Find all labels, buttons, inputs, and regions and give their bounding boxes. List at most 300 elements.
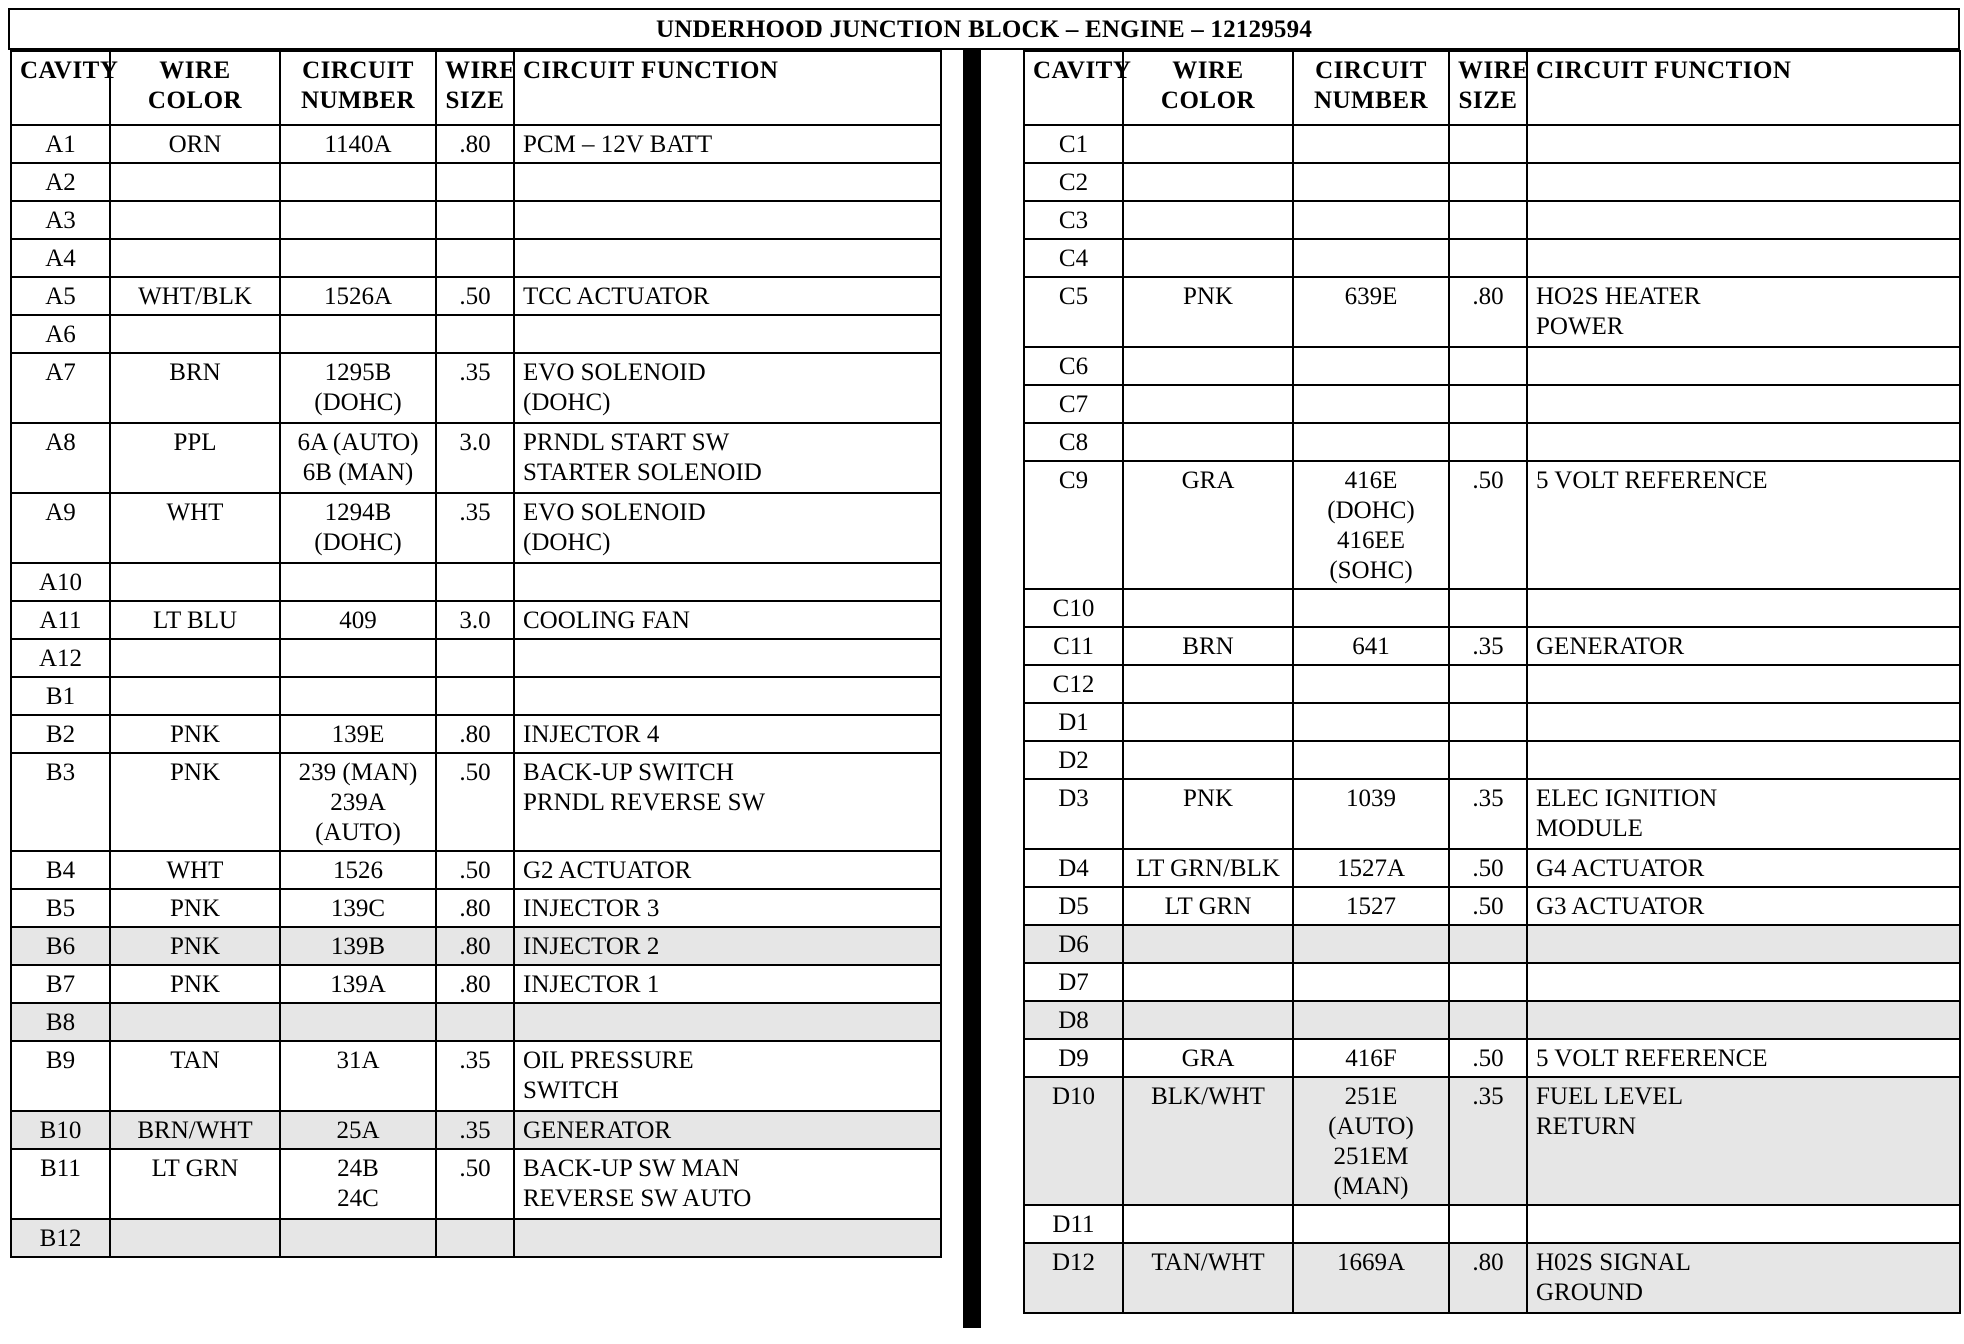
wire-color-cell: TAN bbox=[110, 1041, 280, 1111]
circuit-number-cell bbox=[1293, 239, 1449, 277]
circuit-function-cell bbox=[514, 163, 941, 201]
wire-size-cell bbox=[1449, 201, 1527, 239]
table-header-row bbox=[1024, 51, 1960, 125]
table-body-left bbox=[11, 125, 941, 1257]
circuit-function-cell: PCM – 12V BATT bbox=[514, 125, 941, 163]
wire-size-cell: .50 bbox=[1449, 887, 1527, 925]
circuit-function-cell: GENERATOR bbox=[1527, 627, 1960, 665]
table-row bbox=[11, 563, 941, 601]
wire-color-cell bbox=[110, 563, 280, 601]
circuit-number-cell bbox=[1293, 963, 1449, 1001]
wire-size-cell bbox=[1449, 347, 1527, 385]
wire-color-cell bbox=[1123, 665, 1293, 703]
circuit-function-cell bbox=[1527, 347, 1960, 385]
circuit-function-cell: EVO SOLENOID (DOHC) bbox=[514, 353, 941, 423]
table-row bbox=[11, 1111, 941, 1149]
wire-color-cell: LT GRN/BLK bbox=[1123, 849, 1293, 887]
circuit-function-cell: HO2S HEATER POWER bbox=[1527, 277, 1960, 347]
table-row bbox=[1024, 1001, 1960, 1039]
cavity-cell: D7 bbox=[1024, 963, 1123, 1001]
wire-color-cell bbox=[1123, 1001, 1293, 1039]
wire-color-cell: WHT/BLK bbox=[110, 277, 280, 315]
wire-color-cell bbox=[1123, 163, 1293, 201]
circuit-function-cell: ELEC IGNITION MODULE bbox=[1527, 779, 1960, 849]
circuit-number-cell: 416E (DOHC) 416EE (SOHC) bbox=[1293, 461, 1449, 589]
circuit-function-cell bbox=[514, 639, 941, 677]
wire-color-cell bbox=[1123, 925, 1293, 963]
wire-size-cell bbox=[1449, 1001, 1527, 1039]
cavity-cell: C10 bbox=[1024, 589, 1123, 627]
circuit-number-cell bbox=[1293, 925, 1449, 963]
table-row bbox=[11, 353, 941, 423]
wire-color-cell bbox=[1123, 589, 1293, 627]
cavity-cell: B3 bbox=[11, 753, 110, 851]
wire-size-cell: .80 bbox=[436, 715, 514, 753]
circuit-function-cell: INJECTOR 2 bbox=[514, 927, 941, 965]
circuit-number-cell bbox=[1293, 201, 1449, 239]
table-row bbox=[1024, 423, 1960, 461]
circuit-function-cell: FUEL LEVEL RETURN bbox=[1527, 1077, 1960, 1205]
table-row bbox=[1024, 1205, 1960, 1243]
wire-color-cell: PPL bbox=[110, 423, 280, 493]
wire-size-cell: .35 bbox=[1449, 1077, 1527, 1205]
header-wire-color: WIRE COLOR bbox=[1123, 51, 1293, 125]
circuit-function-cell bbox=[1527, 589, 1960, 627]
table-row bbox=[1024, 779, 1960, 849]
circuit-function-cell bbox=[1527, 125, 1960, 163]
circuit-function-cell: GENERATOR bbox=[514, 1111, 941, 1149]
circuit-number-cell: 251E (AUTO) 251EM (MAN) bbox=[1293, 1077, 1449, 1205]
wire-color-cell: PNK bbox=[1123, 779, 1293, 849]
table-body-right bbox=[1024, 125, 1960, 1313]
circuit-number-cell: 1039 bbox=[1293, 779, 1449, 849]
wire-size-cell: .50 bbox=[436, 753, 514, 851]
wire-color-cell bbox=[1123, 385, 1293, 423]
wire-size-cell bbox=[436, 639, 514, 677]
table-row bbox=[1024, 589, 1960, 627]
circuit-function-cell bbox=[1527, 385, 1960, 423]
wire-color-cell bbox=[1123, 741, 1293, 779]
junction-table-left bbox=[10, 50, 942, 1258]
wire-size-cell: .80 bbox=[1449, 1243, 1527, 1313]
cavity-cell: C4 bbox=[1024, 239, 1123, 277]
wire-size-cell: .35 bbox=[436, 493, 514, 563]
title-bar bbox=[8, 8, 1960, 50]
table-row bbox=[1024, 665, 1960, 703]
cavity-cell: B4 bbox=[11, 851, 110, 889]
circuit-function-cell bbox=[1527, 963, 1960, 1001]
wire-color-cell bbox=[110, 1003, 280, 1041]
circuit-number-cell: 1140A bbox=[280, 125, 436, 163]
circuit-number-cell: 24B 24C bbox=[280, 1149, 436, 1219]
cavity-cell: A12 bbox=[11, 639, 110, 677]
circuit-function-cell bbox=[1527, 1205, 1960, 1243]
wire-color-cell bbox=[110, 163, 280, 201]
table-row bbox=[1024, 125, 1960, 163]
wire-size-cell: .50 bbox=[436, 851, 514, 889]
cavity-cell: C7 bbox=[1024, 385, 1123, 423]
circuit-number-cell: 1527 bbox=[1293, 887, 1449, 925]
table-row bbox=[11, 927, 941, 965]
circuit-number-cell bbox=[280, 639, 436, 677]
wire-color-cell bbox=[110, 639, 280, 677]
wire-size-cell bbox=[1449, 125, 1527, 163]
circuit-number-cell: 25A bbox=[280, 1111, 436, 1149]
circuit-number-cell: 416F bbox=[1293, 1039, 1449, 1077]
wire-color-cell bbox=[1123, 963, 1293, 1001]
wire-size-cell bbox=[1449, 703, 1527, 741]
table-row bbox=[1024, 1243, 1960, 1313]
header-wire-color: WIRE COLOR bbox=[110, 51, 280, 125]
circuit-function-cell: INJECTOR 1 bbox=[514, 965, 941, 1003]
table-row bbox=[1024, 385, 1960, 423]
wire-size-cell: .50 bbox=[436, 277, 514, 315]
circuit-number-cell: 139E bbox=[280, 715, 436, 753]
table-row bbox=[11, 1041, 941, 1111]
wire-size-cell bbox=[436, 1219, 514, 1257]
cavity-cell: C11 bbox=[1024, 627, 1123, 665]
wire-color-cell bbox=[110, 315, 280, 353]
wire-size-cell bbox=[1449, 239, 1527, 277]
circuit-number-cell: 139C bbox=[280, 889, 436, 927]
center-divider bbox=[963, 48, 981, 1328]
wire-color-cell bbox=[110, 201, 280, 239]
wire-color-cell: PNK bbox=[110, 753, 280, 851]
wire-size-cell: .50 bbox=[436, 1149, 514, 1219]
wire-color-cell: GRA bbox=[1123, 1039, 1293, 1077]
table-row bbox=[11, 677, 941, 715]
cavity-cell: D1 bbox=[1024, 703, 1123, 741]
table-row bbox=[11, 423, 941, 493]
table-row bbox=[11, 965, 941, 1003]
table-row bbox=[1024, 741, 1960, 779]
header-circuit-function: CIRCUIT FUNCTION bbox=[514, 51, 941, 125]
junction-table-right bbox=[1023, 50, 1961, 1314]
cavity-cell: B5 bbox=[11, 889, 110, 927]
circuit-function-cell: BACK-UP SWITCH PRNDL REVERSE SW bbox=[514, 753, 941, 851]
circuit-number-cell: 6A (AUTO) 6B (MAN) bbox=[280, 423, 436, 493]
header-circuit-function: CIRCUIT FUNCTION bbox=[1527, 51, 1960, 125]
circuit-function-cell: COOLING FAN bbox=[514, 601, 941, 639]
circuit-number-cell bbox=[280, 201, 436, 239]
wire-color-cell bbox=[110, 1219, 280, 1257]
cavity-cell: A8 bbox=[11, 423, 110, 493]
circuit-number-cell bbox=[1293, 163, 1449, 201]
wire-color-cell: LT GRN bbox=[110, 1149, 280, 1219]
table-row bbox=[11, 239, 941, 277]
circuit-function-cell bbox=[514, 1219, 941, 1257]
circuit-number-cell bbox=[1293, 423, 1449, 461]
header-circuit-number: CIRCUIT NUMBER bbox=[1293, 51, 1449, 125]
circuit-number-cell bbox=[280, 163, 436, 201]
wire-size-cell: 3.0 bbox=[436, 601, 514, 639]
circuit-number-cell bbox=[280, 563, 436, 601]
wire-size-cell: .35 bbox=[436, 1111, 514, 1149]
wire-color-cell bbox=[1123, 423, 1293, 461]
header-cavity: CAVITY bbox=[11, 51, 110, 125]
wire-size-cell: 3.0 bbox=[436, 423, 514, 493]
table-row bbox=[1024, 887, 1960, 925]
cavity-cell: B8 bbox=[11, 1003, 110, 1041]
cavity-cell: A9 bbox=[11, 493, 110, 563]
table-row bbox=[11, 639, 941, 677]
circuit-number-cell: 641 bbox=[1293, 627, 1449, 665]
wire-size-cell bbox=[436, 315, 514, 353]
circuit-number-cell: 31A bbox=[280, 1041, 436, 1111]
circuit-number-cell: 409 bbox=[280, 601, 436, 639]
table-row bbox=[1024, 849, 1960, 887]
circuit-number-cell bbox=[1293, 1205, 1449, 1243]
table-row bbox=[11, 1219, 941, 1257]
table-row bbox=[11, 753, 941, 851]
wire-size-cell: .50 bbox=[1449, 849, 1527, 887]
wire-size-cell bbox=[1449, 163, 1527, 201]
table-row bbox=[1024, 925, 1960, 963]
table-row bbox=[11, 163, 941, 201]
wire-size-cell bbox=[1449, 1205, 1527, 1243]
circuit-number-cell bbox=[1293, 125, 1449, 163]
circuit-function-cell bbox=[514, 201, 941, 239]
cavity-cell: B9 bbox=[11, 1041, 110, 1111]
wire-color-cell: PNK bbox=[110, 715, 280, 753]
circuit-function-cell bbox=[1527, 201, 1960, 239]
wire-size-cell bbox=[436, 201, 514, 239]
circuit-number-cell bbox=[1293, 1001, 1449, 1039]
wire-size-cell: .80 bbox=[1449, 277, 1527, 347]
table-row bbox=[1024, 347, 1960, 385]
cavity-cell: A2 bbox=[11, 163, 110, 201]
wire-color-cell: LT BLU bbox=[110, 601, 280, 639]
wire-color-cell bbox=[1123, 125, 1293, 163]
cavity-cell: C9 bbox=[1024, 461, 1123, 589]
circuit-number-cell bbox=[280, 239, 436, 277]
cavity-cell: D5 bbox=[1024, 887, 1123, 925]
table-row bbox=[1024, 239, 1960, 277]
circuit-function-cell bbox=[1527, 925, 1960, 963]
table-row bbox=[11, 201, 941, 239]
table-row bbox=[1024, 1077, 1960, 1205]
table-row bbox=[1024, 1039, 1960, 1077]
table-row bbox=[11, 493, 941, 563]
cavity-cell: B2 bbox=[11, 715, 110, 753]
circuit-number-cell: 1295B (DOHC) bbox=[280, 353, 436, 423]
table-row bbox=[11, 889, 941, 927]
cavity-cell: B1 bbox=[11, 677, 110, 715]
table-row bbox=[11, 851, 941, 889]
wire-size-cell bbox=[1449, 925, 1527, 963]
table-row bbox=[11, 715, 941, 753]
cavity-cell: A4 bbox=[11, 239, 110, 277]
wire-color-cell: PNK bbox=[110, 889, 280, 927]
wire-size-cell: .35 bbox=[1449, 779, 1527, 849]
cavity-cell: D4 bbox=[1024, 849, 1123, 887]
circuit-function-cell bbox=[514, 1003, 941, 1041]
circuit-function-cell bbox=[1527, 163, 1960, 201]
wire-size-cell bbox=[1449, 385, 1527, 423]
table-row bbox=[11, 601, 941, 639]
circuit-number-cell: 1294B (DOHC) bbox=[280, 493, 436, 563]
wire-color-cell: PNK bbox=[1123, 277, 1293, 347]
header-cavity: CAVITY bbox=[1024, 51, 1123, 125]
wire-color-cell bbox=[110, 677, 280, 715]
wire-size-cell bbox=[1449, 589, 1527, 627]
wire-size-cell bbox=[436, 677, 514, 715]
circuit-number-cell bbox=[1293, 589, 1449, 627]
table-row bbox=[11, 277, 941, 315]
wire-size-cell bbox=[1449, 423, 1527, 461]
circuit-number-cell: 1526A bbox=[280, 277, 436, 315]
wire-size-cell bbox=[436, 163, 514, 201]
cavity-cell: A10 bbox=[11, 563, 110, 601]
circuit-number-cell bbox=[280, 315, 436, 353]
circuit-number-cell bbox=[1293, 347, 1449, 385]
circuit-function-cell: 5 VOLT REFERENCE bbox=[1527, 1039, 1960, 1077]
circuit-function-cell bbox=[514, 677, 941, 715]
wire-color-cell: ORN bbox=[110, 125, 280, 163]
table-row bbox=[1024, 627, 1960, 665]
circuit-function-cell: BACK-UP SW MAN REVERSE SW AUTO bbox=[514, 1149, 941, 1219]
table-row bbox=[1024, 163, 1960, 201]
circuit-function-cell: INJECTOR 3 bbox=[514, 889, 941, 927]
circuit-function-cell bbox=[514, 315, 941, 353]
cavity-cell: D12 bbox=[1024, 1243, 1123, 1313]
wire-color-cell bbox=[1123, 239, 1293, 277]
cavity-cell: D2 bbox=[1024, 741, 1123, 779]
circuit-function-cell: INJECTOR 4 bbox=[514, 715, 941, 753]
wire-size-cell: .35 bbox=[436, 353, 514, 423]
header-wire-size: WIRE SIZE bbox=[1449, 51, 1527, 125]
wire-color-cell: TAN/WHT bbox=[1123, 1243, 1293, 1313]
table-row bbox=[11, 1149, 941, 1219]
circuit-function-cell bbox=[1527, 423, 1960, 461]
table-row bbox=[11, 315, 941, 353]
cavity-cell: C1 bbox=[1024, 125, 1123, 163]
cavity-cell: C2 bbox=[1024, 163, 1123, 201]
cavity-cell: C12 bbox=[1024, 665, 1123, 703]
circuit-function-cell bbox=[1527, 239, 1960, 277]
wire-color-cell: PNK bbox=[110, 965, 280, 1003]
wire-size-cell bbox=[1449, 963, 1527, 1001]
wire-size-cell bbox=[1449, 665, 1527, 703]
wire-color-cell bbox=[1123, 201, 1293, 239]
table-row bbox=[11, 125, 941, 163]
circuit-number-cell bbox=[280, 677, 436, 715]
circuit-number-cell bbox=[1293, 741, 1449, 779]
wire-size-cell: .50 bbox=[1449, 1039, 1527, 1077]
cavity-cell: B10 bbox=[11, 1111, 110, 1149]
circuit-function-cell: EVO SOLENOID (DOHC) bbox=[514, 493, 941, 563]
circuit-number-cell: 1669A bbox=[1293, 1243, 1449, 1313]
circuit-number-cell bbox=[1293, 665, 1449, 703]
wire-size-cell bbox=[1449, 741, 1527, 779]
cavity-cell: D3 bbox=[1024, 779, 1123, 849]
cavity-cell: A1 bbox=[11, 125, 110, 163]
circuit-number-cell: 139A bbox=[280, 965, 436, 1003]
table-row bbox=[1024, 461, 1960, 589]
cavity-cell: C8 bbox=[1024, 423, 1123, 461]
circuit-number-cell: 1526 bbox=[280, 851, 436, 889]
cavity-cell: A3 bbox=[11, 201, 110, 239]
circuit-number-cell: 139B bbox=[280, 927, 436, 965]
wire-size-cell: .50 bbox=[1449, 461, 1527, 589]
wire-color-cell: BRN bbox=[1123, 627, 1293, 665]
wire-color-cell: PNK bbox=[110, 927, 280, 965]
cavity-cell: B7 bbox=[11, 965, 110, 1003]
wire-size-cell bbox=[436, 1003, 514, 1041]
circuit-function-cell: H02S SIGNAL GROUND bbox=[1527, 1243, 1960, 1313]
cavity-cell: B11 bbox=[11, 1149, 110, 1219]
circuit-function-cell: G3 ACTUATOR bbox=[1527, 887, 1960, 925]
circuit-number-cell: 1527A bbox=[1293, 849, 1449, 887]
circuit-function-cell: PRNDL START SW STARTER SOLENOID bbox=[514, 423, 941, 493]
cavity-cell: A7 bbox=[11, 353, 110, 423]
table-row bbox=[11, 1003, 941, 1041]
header-circuit-number: CIRCUIT NUMBER bbox=[280, 51, 436, 125]
circuit-function-cell bbox=[1527, 703, 1960, 741]
wire-color-cell: GRA bbox=[1123, 461, 1293, 589]
cavity-cell: A5 bbox=[11, 277, 110, 315]
circuit-function-cell: G2 ACTUATOR bbox=[514, 851, 941, 889]
circuit-number-cell bbox=[1293, 385, 1449, 423]
page-title: UNDERHOOD JUNCTION BLOCK – ENGINE – 12129594 bbox=[655, 16, 1313, 43]
wire-color-cell: WHT bbox=[110, 851, 280, 889]
circuit-function-cell: G4 ACTUATOR bbox=[1527, 849, 1960, 887]
wire-size-cell: .80 bbox=[436, 927, 514, 965]
circuit-function-cell bbox=[1527, 665, 1960, 703]
wire-color-cell: BRN bbox=[110, 353, 280, 423]
wire-color-cell: BLK/WHT bbox=[1123, 1077, 1293, 1205]
cavity-cell: D6 bbox=[1024, 925, 1123, 963]
table-row bbox=[1024, 277, 1960, 347]
circuit-function-cell: OIL PRESSURE SWITCH bbox=[514, 1041, 941, 1111]
wire-size-cell: .35 bbox=[1449, 627, 1527, 665]
circuit-number-cell: 639E bbox=[1293, 277, 1449, 347]
table-row bbox=[1024, 703, 1960, 741]
circuit-function-cell bbox=[1527, 1001, 1960, 1039]
circuit-function-cell: TCC ACTUATOR bbox=[514, 277, 941, 315]
circuit-number-cell bbox=[280, 1219, 436, 1257]
wire-size-cell: .35 bbox=[436, 1041, 514, 1111]
wire-size-cell: .80 bbox=[436, 965, 514, 1003]
cavity-cell: D10 bbox=[1024, 1077, 1123, 1205]
circuit-number-cell bbox=[1293, 703, 1449, 741]
wire-color-cell: LT GRN bbox=[1123, 887, 1293, 925]
circuit-function-cell bbox=[1527, 741, 1960, 779]
cavity-cell: C3 bbox=[1024, 201, 1123, 239]
wire-color-cell bbox=[110, 239, 280, 277]
wire-size-cell bbox=[436, 239, 514, 277]
table-row bbox=[1024, 963, 1960, 1001]
cavity-cell: C5 bbox=[1024, 277, 1123, 347]
table-row bbox=[1024, 201, 1960, 239]
table-header-row bbox=[11, 51, 941, 125]
wire-color-cell: WHT bbox=[110, 493, 280, 563]
circuit-function-cell bbox=[514, 239, 941, 277]
cavity-cell: A11 bbox=[11, 601, 110, 639]
circuit-number-cell: 239 (MAN) 239A (AUTO) bbox=[280, 753, 436, 851]
cavity-cell: B12 bbox=[11, 1219, 110, 1257]
circuit-function-cell: 5 VOLT REFERENCE bbox=[1527, 461, 1960, 589]
wire-color-cell bbox=[1123, 1205, 1293, 1243]
wire-color-cell: BRN/WHT bbox=[110, 1111, 280, 1149]
wire-color-cell bbox=[1123, 703, 1293, 741]
wire-size-cell: .80 bbox=[436, 889, 514, 927]
wire-size-cell bbox=[436, 563, 514, 601]
cavity-cell: D9 bbox=[1024, 1039, 1123, 1077]
cavity-cell: D8 bbox=[1024, 1001, 1123, 1039]
circuit-function-cell bbox=[514, 563, 941, 601]
cavity-cell: C6 bbox=[1024, 347, 1123, 385]
